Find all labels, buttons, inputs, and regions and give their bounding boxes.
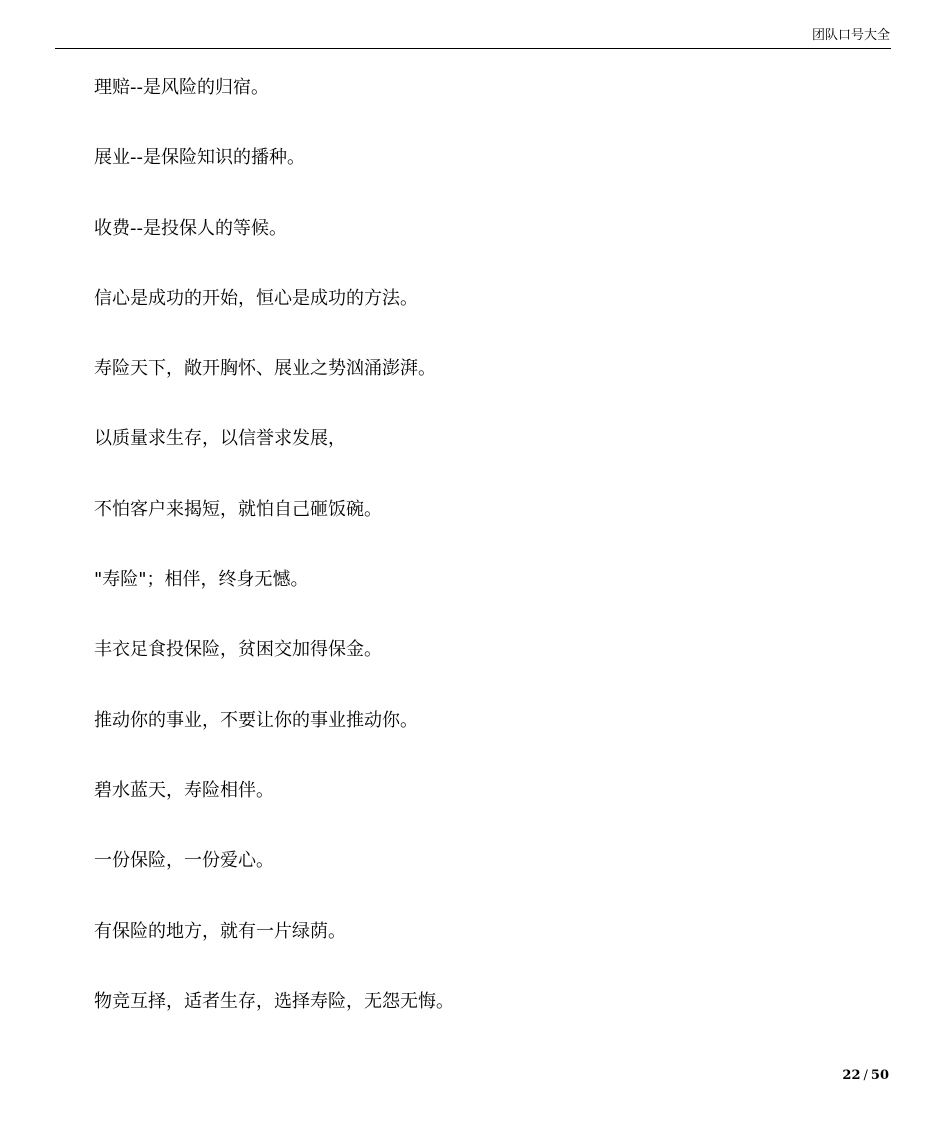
header-divider bbox=[55, 48, 891, 49]
page-number bbox=[842, 1068, 889, 1084]
slogan-line: 收费--是投保人的等候。 bbox=[94, 217, 287, 239]
slogan-line: 以质量求生存，以信誉求发展， bbox=[94, 428, 346, 450]
slogan-list bbox=[94, 76, 874, 1060]
slogan-line: 理赔--是风险的归宿。 bbox=[94, 77, 269, 98]
slogan-line: 碧水蓝天，寿险相伴。 bbox=[94, 779, 274, 801]
slogan-line: 信心是成功的开始，恒心是成功的方法。 bbox=[94, 287, 418, 309]
header-title: 团队口号大全 bbox=[811, 28, 890, 43]
slogan-line: "寿险"；相伴，终身无憾。 bbox=[94, 569, 309, 591]
slogan-line: 不怕客户来揭短，就怕自己砸饭碗。 bbox=[94, 498, 382, 520]
slogan-line: 推动你的事业，不要让你的事业推动你。 bbox=[94, 709, 418, 731]
page-separator: / bbox=[863, 1068, 868, 1083]
slogan-line: 丰衣足食投保险，贫困交加得保金。 bbox=[94, 639, 382, 661]
slogan-line: 展业--是保险知识的播种。 bbox=[94, 147, 305, 169]
current-page-number: 22 bbox=[842, 1068, 861, 1083]
slogan-line: 有保险的地方，就有一片绿荫。 bbox=[94, 920, 346, 942]
slogan-line: 寿险天下，敞开胸怀、展业之势汹涌澎湃。 bbox=[94, 358, 436, 380]
slogan-line: 物竞互择，适者生存，选择寿险，无怨无悔。 bbox=[94, 990, 454, 1012]
slogan-line: 一份保险，一份爱心。 bbox=[94, 850, 274, 872]
total-pages-number: 50 bbox=[870, 1068, 889, 1083]
